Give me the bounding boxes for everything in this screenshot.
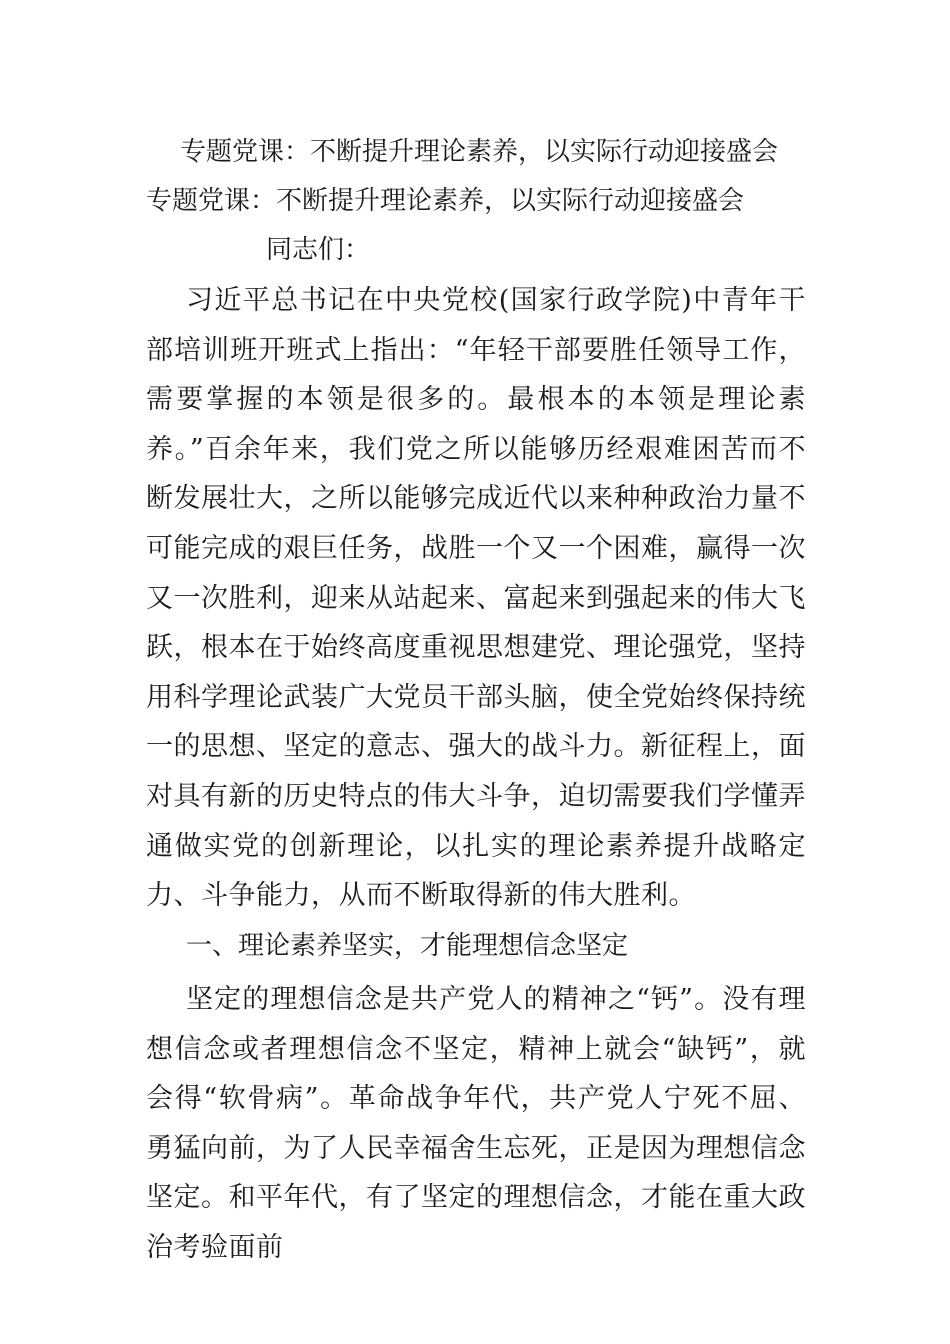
paragraph-1: 习近平总书记在中央党校(国家行政学院)中青年干部培训班开班式上指出：“年轻干部要胜任领导工作，需要掌握的本领是很多的。最根本的本领是理论素养。”百余年来，我们党之所以能够历经艰难困苦而不断发展壮大，之所以能够完成近代以来种种政治力量不可能完成的艰巨任务，战胜一个又一个困难，赢得一次又一次胜利，迎来从站起来、富起来到强起来的伟大飞跃，根本在于始终高度重视思想建党、理论强党，坚持用科学理论武装广大党员干部头脑，使全党始终保持统一的思想、坚定的意志、强大的战斗力。新征程上，面对具有新的历史特点的伟大斗争，迫切需要我们学懂弄通做实党的创新理论，以扎实的理论素养提升战略定力、斗争能力，从而不断取得新的伟大胜利。 xyxy=(146,285,806,912)
salutation: 同志们： xyxy=(266,235,371,265)
paragraph-2: 坚定的理想信念是共产党人的精神之“钙”。没有理想信念或者理想信念不坚定，精神上就会“缺钙”，就会得“软骨病”。革命战争年代，共产党人宁死不屈、勇猛向前，为了人民幸福舍生忘死，正是因为理想信念坚定。和平年代，有了坚定的理想信念，才能在重大政治考验面前 xyxy=(146,984,806,1263)
section-heading-1: 一、理论素养坚实，才能理想信念坚定 xyxy=(186,931,629,961)
document-title: 专题党课：不断提升理论素养，以实际行动迎接盛会 xyxy=(180,137,779,167)
document-title-repeat: 专题党课：不断提升理论素养，以实际行动迎接盛会 xyxy=(146,186,745,216)
